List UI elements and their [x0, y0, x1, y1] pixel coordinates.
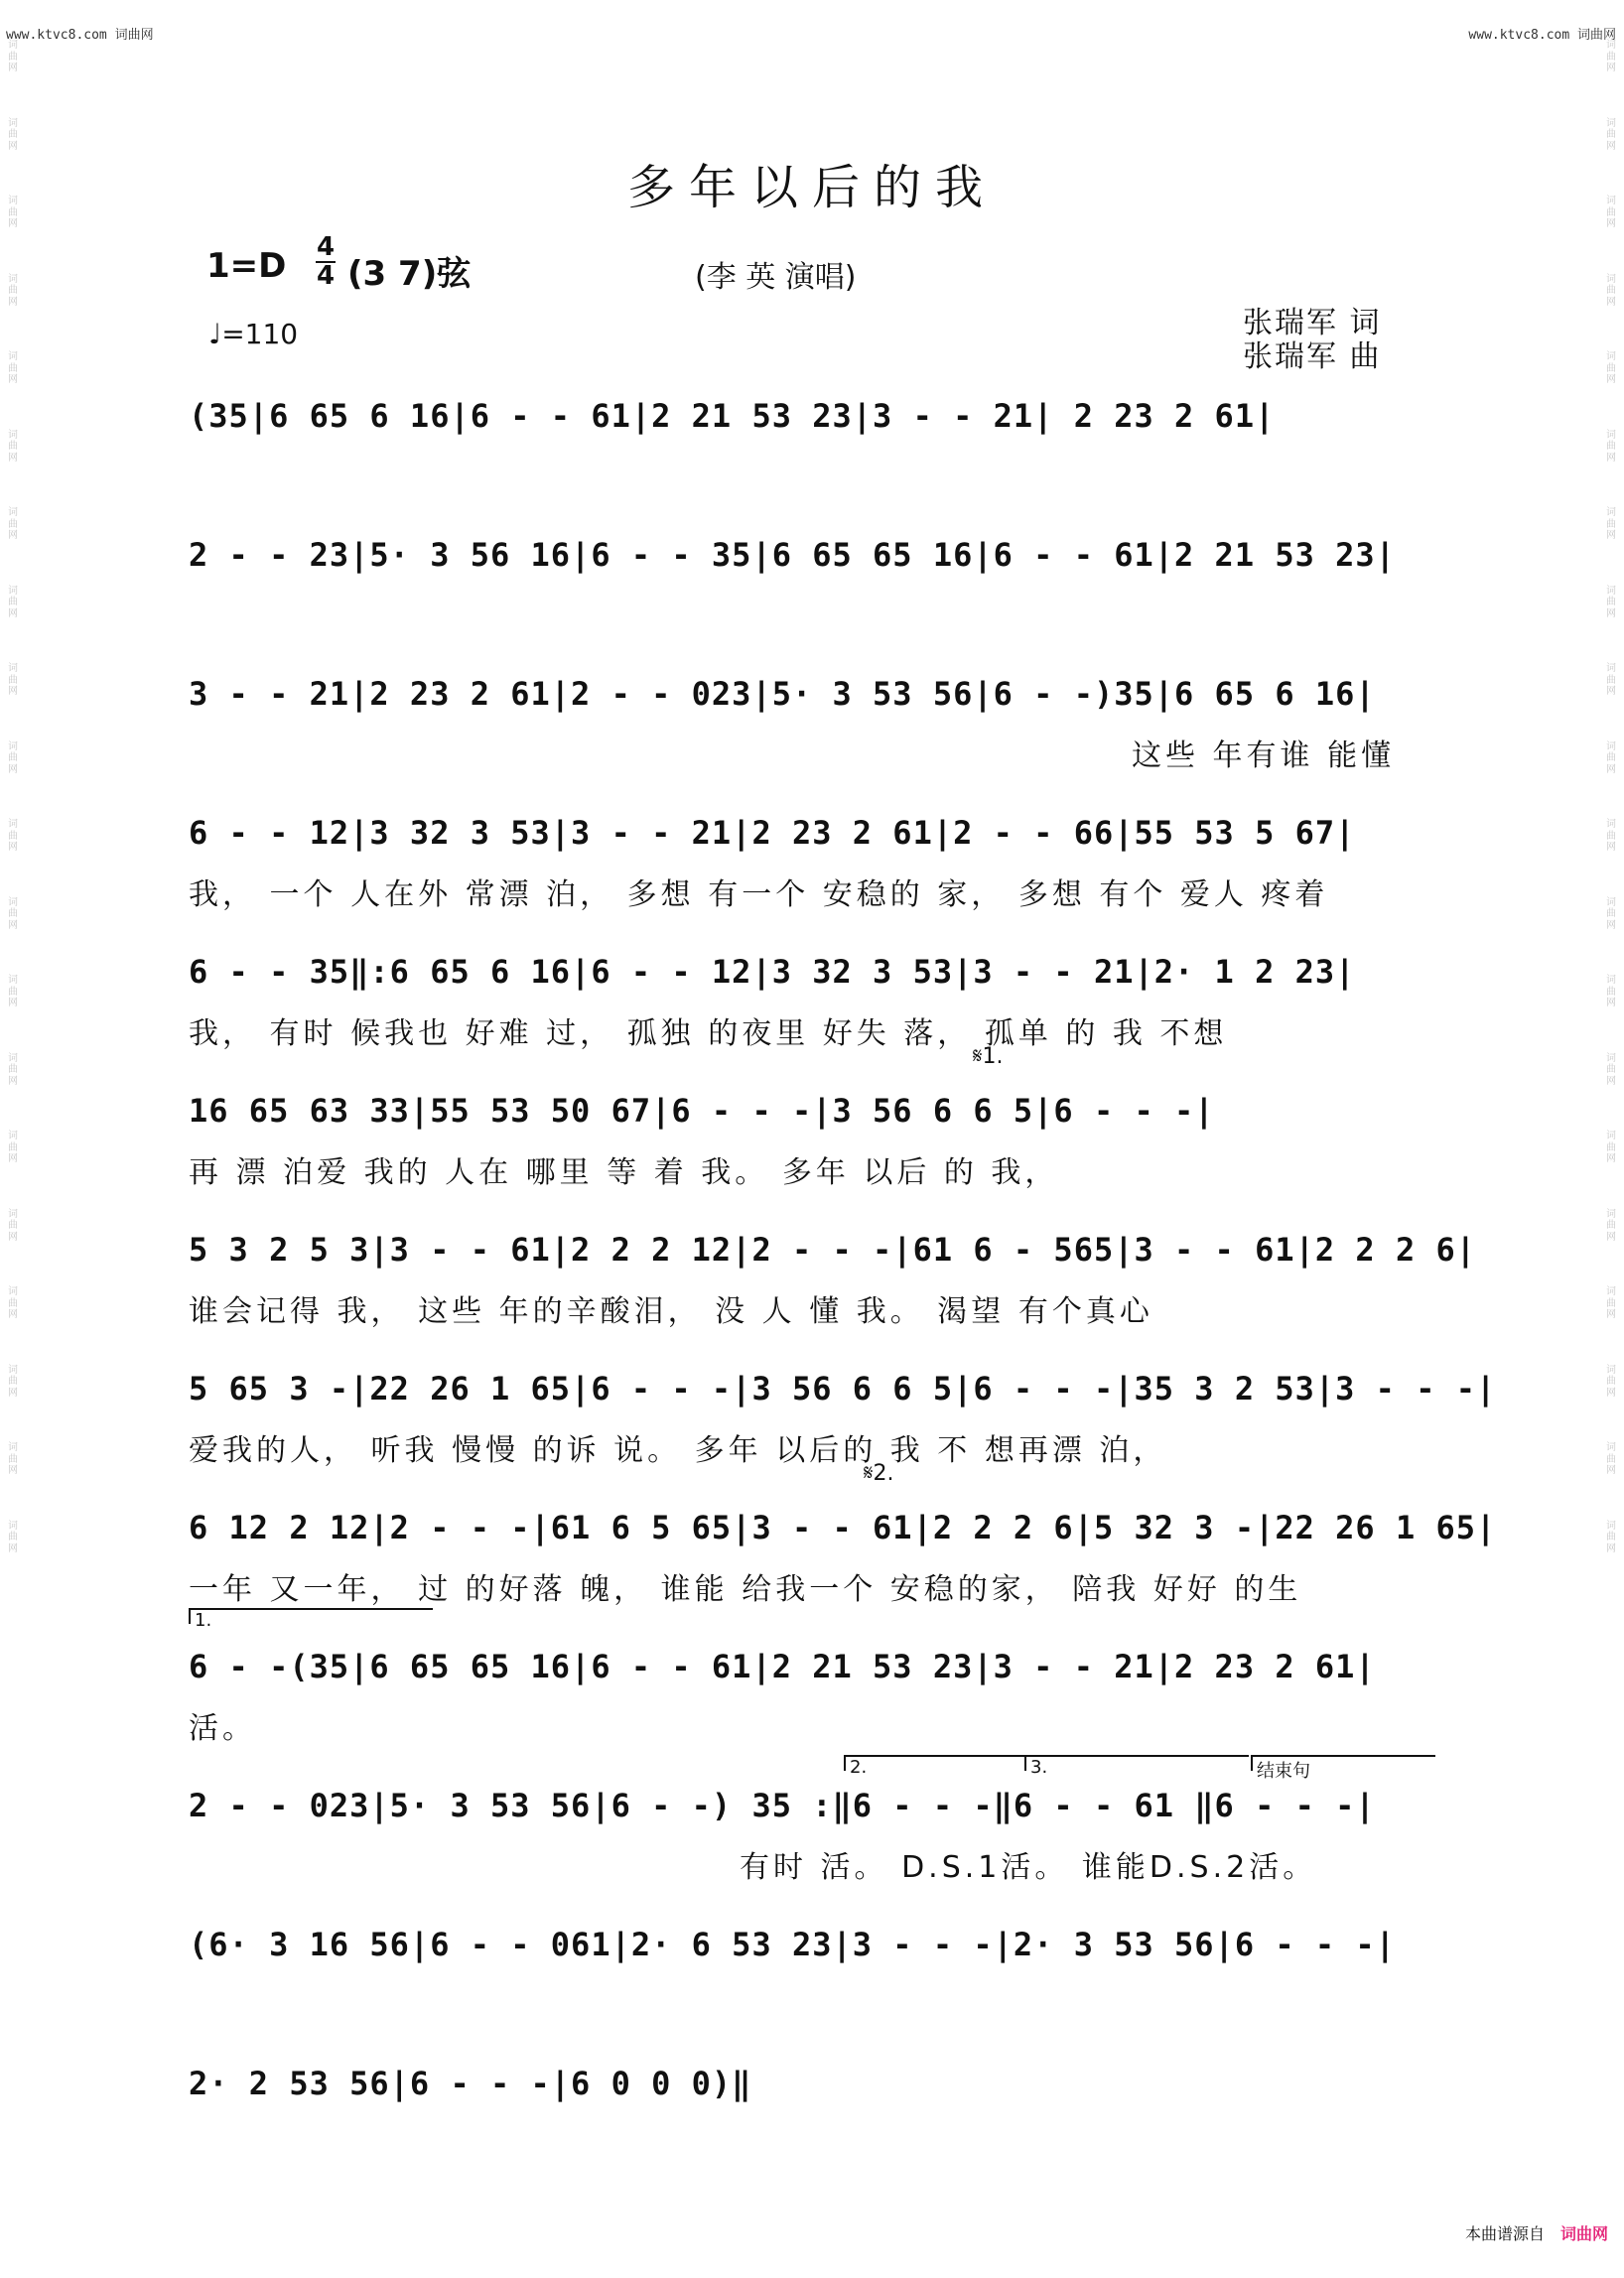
watermark-left: 词曲网 词曲网 词曲网 词曲网 词曲网 词曲网 词曲网 词曲网 词曲网 词曲网 词曲网 词曲网 词曲网 词曲网 词曲网 词曲网 词曲网 词曲网 词曲网 词曲网	[8, 40, 18, 1554]
notation-line: 2· 2 53 56|6 - - -|6 0 0 0)‖	[189, 2065, 752, 2102]
lyric-line: 一年 又一年， 过 的好落 魄， 谁能 给我一个 安稳的家， 陪我 好好 的生	[189, 1572, 1302, 1607]
notation-line: 5 65 3 -|22 26 1 65|6 - - -|3 56 6 6 5|6 - - -|35 3 2 53|3 - - -|	[189, 1370, 1497, 1407]
lyric-line: 我， 有时 候我也 好难 过， 孤独 的夜里 好失 落， 孤单 的 我 不想	[189, 1016, 1228, 1051]
notation-line: 6 - - 12|3 32 3 53|3 - - 21|2 23 2 61|2 - - 66|55 53 5 67|	[189, 814, 1356, 852]
score-row	[189, 655, 1439, 794]
site-header-left: www.ktvc8.com 词曲网	[6, 28, 154, 43]
score-row	[189, 1767, 1439, 1906]
notation-line: 6 - - 35‖:6 65 6 16|6 - - 12|3 32 3 53|3 - - 21|2· 1 2 23|	[189, 953, 1356, 991]
volta-bracket-2: 2.	[844, 1755, 1028, 1771]
score-row	[189, 2045, 1439, 2184]
score-row	[189, 1628, 1439, 1782]
notation-line: (35|6 65 6 16|6 - - 61|2 21 53 23|3 - - 21| 2 23 2 61|	[189, 397, 1276, 435]
site-header-right: www.ktvc8.com 词曲网	[1468, 28, 1616, 43]
score-row	[189, 794, 1439, 933]
volta-bracket-1: 1.	[189, 1608, 433, 1624]
footer-brand-link[interactable]: 词曲网	[1559, 2224, 1608, 2243]
notation-line: 16 65 63 33|55 53 50 67|6 - - -|3 56 6 6 5|6 - - -|	[189, 1092, 1215, 1130]
time-signature-bottom: 4	[316, 261, 336, 291]
notation-line: 6 12 2 12|2 - - -|61 6 5 65|3 - - 61|2 2 2 6|5 32 3 -|22 26 1 65|	[189, 1509, 1497, 1546]
footer-source	[1465, 2221, 1608, 2244]
notation-line: (6· 3 16 56|6 - - 061|2· 6 53 23|3 - - -|2· 3 53 56|6 - - -|	[189, 1926, 1396, 1963]
score-body	[189, 377, 1497, 2184]
score-row	[189, 1350, 1497, 1489]
singer-credit: (李 英 演唱)	[695, 260, 857, 295]
notation-line: 3 - - 21|2 23 2 61|2 - - 023|5· 3 53 56|6 - -)35|6 65 6 16|	[189, 675, 1376, 713]
notation-line: 6 - -(35|6 65 65 16|6 - - 61|2 21 53 23|3 - - 21|2 23 2 61|	[189, 1648, 1376, 1685]
volta-bracket-3: 3.	[1024, 1755, 1249, 1771]
lyric-line: 我， 一个 人在外 常漂 泊， 多想 有一个 安稳的 家， 多想 有个 爱人 疼着	[189, 877, 1329, 912]
lyric-line: 有时 活。 D.S.1活。 谁能D.S.2活。	[740, 1850, 1317, 1885]
key-signature: 1=D	[206, 246, 287, 286]
footer-source-text: 本曲谱源自	[1464, 2224, 1545, 2243]
lyric-line: 爱我的人， 听我 慢慢 的诉 说。 多年 以后的 我 不 想再漂 泊，	[189, 1433, 1167, 1468]
score-row	[189, 1072, 1439, 1211]
lyricist-credit: 张瑞军 词	[1243, 306, 1382, 340]
string-tuning: (3 7)弦	[347, 254, 472, 294]
score-row	[189, 516, 1439, 655]
lyric-line: 再 漂 泊爱 我的 人在 哪里 等 着 我。 多年 以后 的 我，	[189, 1155, 1059, 1190]
lyric-line: 谁会记得 我， 这些 年的辛酸泪， 没 人 懂 我。 渴望 有个真心	[189, 1294, 1153, 1329]
score-row	[189, 1906, 1439, 2045]
tempo-marking: ♩=110	[208, 318, 299, 350]
ending-phrase-bracket: 结束句	[1251, 1755, 1435, 1771]
song-title: 多年以后的我	[626, 160, 997, 215]
score-row	[189, 933, 1439, 1072]
time-signature-top: 4	[316, 232, 336, 262]
composer-credit: 张瑞军 曲	[1243, 339, 1382, 374]
notation-line: 2 - - 023|5· 3 53 56|6 - -) 35 :‖6 - - -‖6 - - 61 ‖6 - - -|	[189, 1787, 1376, 1824]
notation-line: 5 3 2 5 3|3 - - 61|2 2 2 12|2 - - -|61 6 - 565|3 - - 61|2 2 2 6|	[189, 1231, 1476, 1269]
time-signature	[316, 234, 336, 290]
notation-line: 2 - - 23|5· 3 56 16|6 - - 35|6 65 65 16|6 - - 61|2 21 53 23|	[189, 536, 1396, 574]
segno-mark-2: 𝄋2.	[864, 1461, 894, 1486]
score-row	[189, 377, 1439, 516]
lyric-line: 这些 年有谁 能懂	[1132, 738, 1396, 773]
segno-mark-1: 𝄋1.	[973, 1044, 1004, 1069]
lyric-line: 活。	[189, 1711, 256, 1746]
score-row	[189, 1489, 1497, 1631]
watermark-right: 词曲网 词曲网 词曲网 词曲网 词曲网 词曲网 词曲网 词曲网 词曲网 词曲网 词曲网 词曲网 词曲网 词曲网 词曲网 词曲网 词曲网 词曲网 词曲网 词曲网	[1606, 40, 1616, 1554]
score-row	[189, 1211, 1476, 1350]
